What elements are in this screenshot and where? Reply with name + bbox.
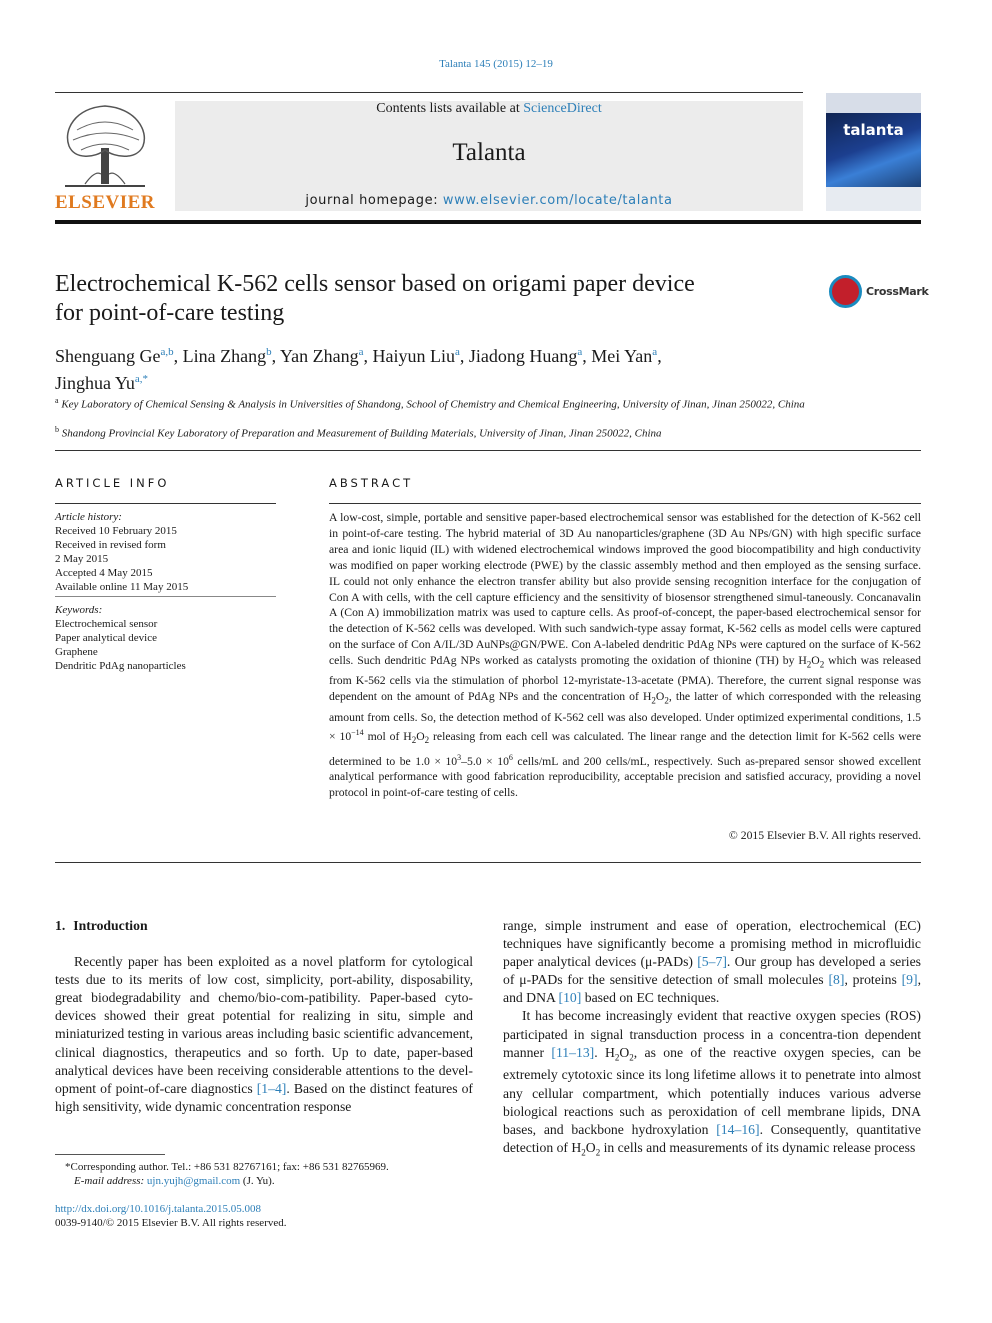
author[interactable]: Mei Yan$^a$ bbox=[591, 346, 658, 366]
journal-homepage: journal homepage: www.elsevier.com/locate/talanta bbox=[305, 193, 673, 208]
affiliation-b: $^b$ Shandong Provincial Key Laboratory of Preparation and Measurement of Building Materials, University of Jinan, Jinan 250022, China bbox=[55, 425, 662, 440]
article-history: Article history: Received 10 February 2015 Received in revised form 2 May 2015 Accepted 4 May 2015 Available online 11 May 2015 bbox=[55, 511, 189, 593]
keyword: Electrochemical sensor bbox=[55, 618, 158, 630]
elsevier-wordmark: ELSEVIER bbox=[54, 192, 156, 213]
abstract-heading: ABSTRACT bbox=[329, 476, 414, 490]
journal-cover-image bbox=[826, 93, 921, 211]
footnote-rule bbox=[55, 1154, 165, 1155]
contents-line: Contents lists available at ScienceDirect bbox=[376, 101, 602, 116]
body-left-column bbox=[55, 917, 473, 1116]
divider-above-info bbox=[55, 450, 921, 451]
keywords-rule bbox=[55, 596, 276, 597]
header-top-rule bbox=[55, 92, 803, 93]
email-note: E-mail address: ujn.yujh@gmail.com (J. Yu). bbox=[74, 1175, 275, 1187]
journal-citation[interactable]: Talanta 145 (2015) 12–19 bbox=[439, 58, 553, 70]
crossmark-badge[interactable]: CrossMark bbox=[829, 275, 929, 311]
article-info-rule bbox=[55, 503, 276, 504]
keyword: Graphene bbox=[55, 646, 98, 658]
author[interactable]: Lina Zhang$^b$ bbox=[182, 346, 272, 366]
journal-name: Talanta bbox=[452, 139, 526, 166]
reference-link[interactable]: [8] bbox=[828, 972, 845, 988]
corresponding-author-note: *Corresponding author. Tel.: +86 531 82767161; fax: +86 531 82765969. bbox=[65, 1161, 389, 1173]
author[interactable]: Jinghua $Yu^{a,*}$ bbox=[55, 373, 148, 393]
abstract-rule bbox=[329, 503, 921, 504]
keyword: Paper analytical device bbox=[55, 632, 158, 644]
keyword: Dendritic PdAg nanoparticles bbox=[55, 660, 186, 672]
keywords: Keywords: Electrochemical sensor Paper analytical device Graphene Dendritic PdAg nanoparticles bbox=[55, 603, 275, 673]
affiliation-a: $^a$ Key Laboratory of Chemical Sensing & Analysis in Universities of Shandong, School of Chemistry and Chemical Engineering, University of Jinan, Jinan 250022, China bbox=[55, 396, 805, 411]
reference-link[interactable]: [10] bbox=[558, 990, 582, 1006]
paragraph: range, simple instrument and ease of operation, electrochemical (EC) techniques have significantly become a promising method in microfluidic paper analytical devices (μ-PADs) [5–7]. Our group has developed a series of μ-PADs for the sensitive detection of small molecules [8], proteins [9], and DNA [10] based on EC techniques. bbox=[503, 918, 921, 1006]
homepage-link[interactable]: www.elsevier.com/locate/talanta bbox=[442, 193, 673, 208]
abstract-text: A low-cost, simple, portable and sensitive paper-based electrochemical sensor was established for the detection of K-562 cell in point-of-care testing. The hybrid material of 3D Au nanoparticles/graphene (3D Au NPs/GN) with high specific surface area and ionic liquid (IL) with widened electrochemical windows improved the good biocompatibility and high conductivity was modified on paper working electrode (PWE) by the classic assembly method and then employed as the sensing surface. IL could not only enhance the electron transfer ability but also provide sensing recognition interface for the conjugation of Con A with cells, with the cell capture efficiency and the sensitivity of biosensor strengthened simul-taneously. Concanavalin A (Con A) immobilization matrix was used to capture cells. As proof-of-concept, the paper-based electrochemical sensor for the detection of K-562 cells was developed. With such sandwich-type assay format, K-562 cells as model cells were captured on the surface of Con A/IL/3D AuNPs@GN/PWE. Con A-labeled dendritic PdAg NPs were captured on the surface of K-562 cells. Such dendritic PdAg NPs worked as catalysts promoting the oxidation of thionine (TH) by $H_2O_2$ which was released from K-562 cells via the stimulation of phorbol 12-myristate-13-acetate (PMA). Therefore, the current signal response was dependent on the amount of PdAg NPs and the concentration of $H_2O_2$, the latter of which corresponded with the releasing amount from cells. So, the detection method of K-562 cell was also developed. Under optimized experimental conditions, $1.5 \times 10^{-14}$ mol of $H_2O_2$ releasing from each cell was calculated. The linear range and the detection limit for K-562 cells were determined to be $1.0 \times 10^3-5.0 \times 10^6$ cells/mL and 200 cells/mL, respectively. Such as-prepared sensor showed excellent analytical performance with good fabrication reproducibility, acceptable precision and satisfied accuracy, providing a novel protocol in point-of-care testing of cells. bbox=[329, 511, 922, 800]
body-right-column bbox=[503, 917, 921, 1162]
cover-title: talanta bbox=[843, 121, 904, 139]
header-bottom-rule bbox=[55, 220, 921, 224]
reference-link[interactable]: [14–16] bbox=[716, 1121, 760, 1137]
paragraph: It has become increasingly evident that reactive oxygen species (ROS) participated in signal transduction process in a concentra-tion dependent manner [11–13]. $H_2O_2$, as one of the reactive oxygen species, can be extremely cytotoxic since its long lifetime allows it to penetrate into almost any cellular compartment, which potentially induces various adverse biological reactions such as peroxidation of cell membrane lipids, DNA bases, and backbone hydroxylation [14–16]. Consequently, quantitative detection of $H_2O_2$ in cells and measurements of its dynamic release process bbox=[503, 1008, 921, 1158]
author-list: Shenguang Ge$^{a,b}$, Lina Zhang$^b$, Yan Zhang$^a$, Haiyun Liu$^a$, Jiadong Huang$^a$, Mei Yan$^a$, Jinghua $Yu^{a,*}$ bbox=[55, 346, 662, 393]
author[interactable]: Shenguang Ge$^{a,b}$ bbox=[55, 346, 174, 366]
article-info-heading: ARTICLE INFO bbox=[55, 476, 170, 490]
reference-link[interactable]: [9] bbox=[901, 972, 918, 988]
abstract-copyright: © 2015 Elsevier B.V. All rights reserved. bbox=[728, 829, 921, 842]
email-link[interactable]: ujn.yujh@gmail.com bbox=[146, 1175, 241, 1187]
article-title: Electrochemical K-562 cells sensor based on origami paper device for point-of-care testing bbox=[55, 271, 695, 326]
author[interactable]: Jiadong Huang$^a$ bbox=[468, 346, 583, 366]
issn-line: 0039-9140/© 2015 Elsevier B.V. All rights reserved. bbox=[55, 1217, 287, 1229]
author[interactable]: Yan Zhang$^a$ bbox=[279, 346, 364, 366]
paragraph: Recently paper has been exploited as a novel platform for cytological tests due to its merits of low cost, simplicity, port-ability, disposability, great biodegradability and chemo/bio-com-patibility. Paper-based cyto-devices showed their great potential for realizing in situ, simple and miniaturized testing in various areas including basic scientific advancement, clinical diagnostics, therapeutics and so forth. Up to date, paper-based analytical devices have been receiving considerable attentions to the devel-opment of point-of-care diagnostics [1–4]. Based on the distinct features of high sensitivity, wide dynamic concentration response bbox=[55, 954, 473, 1114]
author[interactable]: Haiyun Liu$^a$ bbox=[372, 346, 460, 366]
sciencedirect-link[interactable]: ScienceDirect bbox=[523, 101, 602, 116]
journal-masthead bbox=[175, 101, 803, 211]
reference-link[interactable]: [11–13] bbox=[551, 1044, 595, 1060]
doi-link[interactable]: http://dx.doi.org/10.1016/j.talanta.2015.05.008 bbox=[55, 1203, 262, 1215]
section-heading-introduction: 1. Introduction bbox=[55, 918, 148, 933]
reference-link[interactable]: [5–7] bbox=[697, 954, 727, 970]
crossmark-icon bbox=[829, 275, 862, 308]
divider-below-abstract bbox=[55, 862, 921, 863]
reference-link[interactable]: [1–4] bbox=[256, 1080, 287, 1096]
